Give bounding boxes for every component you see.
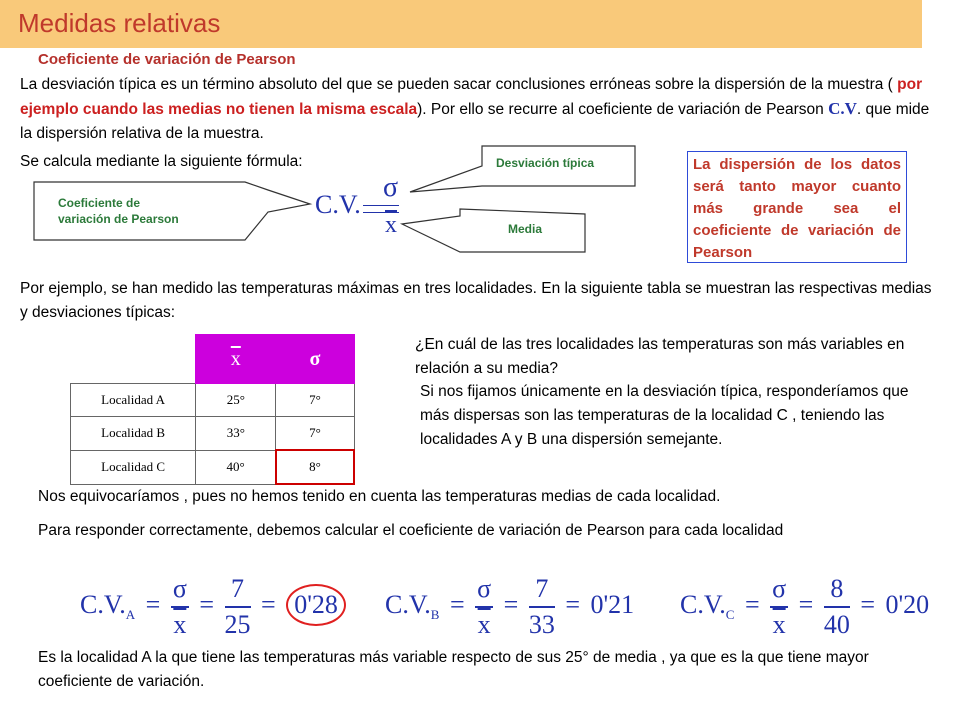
row-mean: 33° — [196, 417, 276, 451]
intro-text-3: . que mide la dispersión relativa de la muestra. — [20, 101, 930, 142]
intro-paragraph — [20, 73, 940, 146]
calc-c-sigma: σ — [770, 572, 788, 608]
row-name: Localidad B — [71, 417, 196, 451]
row-mean: 25° — [196, 384, 276, 417]
calc-a-sigma: σ — [171, 572, 189, 608]
cv-label-line2: variación de Pearson — [58, 212, 179, 226]
example-intro: Por ejemplo, se han medido las temperaturas máximas en tres localidades. En la siguiente tabla se muestran las respectivas medias y desviaciones típicas: — [20, 280, 932, 321]
calc-a-lhs: C.V. — [80, 589, 126, 619]
calc-c-den: 40 — [823, 610, 850, 639]
mean-label: Media — [508, 222, 543, 236]
intro-cv: C.V — [828, 99, 857, 118]
calc-a-den: 25 — [224, 610, 251, 639]
mean-callout-shape — [402, 209, 585, 252]
conclusion-text: Es la localidad A la que tiene las temperaturas más variable respecto de sus 25° de media , ya que es la que tiene mayor coeficiente de variación. — [38, 649, 869, 690]
row-std: 7° — [276, 417, 354, 451]
calc-b-result: 0'21 — [590, 589, 635, 619]
header-std: σ — [276, 335, 354, 384]
calc-c-sub: C — [725, 607, 735, 623]
table-row — [71, 417, 355, 451]
data-table — [70, 334, 355, 485]
formula-equals-top — [363, 205, 399, 206]
calc-b: $C.V._B$ = $\frac{\sigma}{x}$ = $\frac{7}{33}$ = 0'21 — [385, 572, 634, 642]
table-corner — [71, 335, 196, 384]
table-row — [71, 384, 355, 417]
row-std-highlighted: 8° — [276, 450, 354, 484]
calc-b-den: 33 — [528, 610, 555, 639]
std-label: Desviación típica — [496, 156, 595, 170]
row-name: Localidad A — [71, 384, 196, 417]
calc-b-lhs: C.V. — [385, 589, 431, 619]
reasoning: Si nos fijamos únicamente en la desviación típica, responderíamos que más dispersas son las temperaturas de la localidad C , teniendo las localidades A y B una dispersión semejante. — [420, 383, 909, 448]
cv-label-line1: Coeficiente de — [58, 196, 141, 210]
calc-a: $C.V._A$ = $\frac{\sigma}{x}$ = $\frac{7}{25}$ = 0'28 — [80, 572, 346, 642]
calc-c: $C.V._C$ = $\frac{\sigma}{x}$ = $\frac{8}{40}$ = 0'20 — [680, 572, 929, 642]
cv-label — [58, 195, 179, 227]
calc-b-xbar: x — [477, 610, 491, 639]
intro-text-2: ). Por ello se recurre al coeficiente de variación de Pearson — [417, 101, 829, 118]
note-box: La dispersión de los datos será tanto mayor cuanto más grande sea el coeficiente de variación de Pearson — [687, 151, 907, 263]
table-row — [71, 450, 355, 484]
calc-b-sigma: σ — [475, 572, 493, 608]
formula-intro: Se calcula mediante la siguiente fórmula: — [20, 153, 303, 170]
mistake-text: Nos equivocaríamos , pues no hemos tenido en cuenta las temperaturas medias de cada localidad. — [38, 488, 721, 505]
section-subtitle: Coeficiente de variación de Pearson — [38, 51, 296, 68]
formula-numerator: σ — [383, 172, 399, 203]
intro-highlight: por ejemplo cuando las medias no tienen la misma escala — [20, 76, 923, 118]
formula-lhs: C.V. — [315, 190, 361, 219]
calc-a-sub: A — [125, 607, 136, 623]
calc-c-xbar: x — [772, 610, 786, 639]
page-title: Medidas relativas — [18, 8, 221, 38]
instruction-text: Para responder correctamente, debemos calcular el coeficiente de variación de Pearson para cada localidad — [38, 522, 784, 539]
row-name: Localidad C — [71, 450, 196, 484]
calc-a-num: 7 — [225, 572, 251, 608]
header-mean: $\overline{x}$ — [196, 335, 276, 384]
intro-text-1: La desviación típica es un término absoluto del que se pueden sacar conclusiones erróneas sobre la dispersión de la muestra ( — [20, 76, 898, 93]
question: ¿En cuál de las tres localidades las temperaturas son más variables en relación a su media? — [415, 336, 905, 377]
formula-denominator: $\overline{x}$ — [385, 212, 397, 238]
row-std: 7° — [276, 384, 354, 417]
row-mean: 40° — [196, 450, 276, 484]
calc-c-num: 8 — [824, 572, 850, 608]
calc-a-xbar: x — [173, 610, 187, 639]
calc-b-num: 7 — [529, 572, 555, 608]
calc-c-result: 0'20 — [885, 589, 930, 619]
calc-c-lhs: C.V. — [680, 589, 726, 619]
calc-a-result: 0'28 — [286, 584, 346, 626]
calc-b-sub: B — [430, 607, 440, 623]
